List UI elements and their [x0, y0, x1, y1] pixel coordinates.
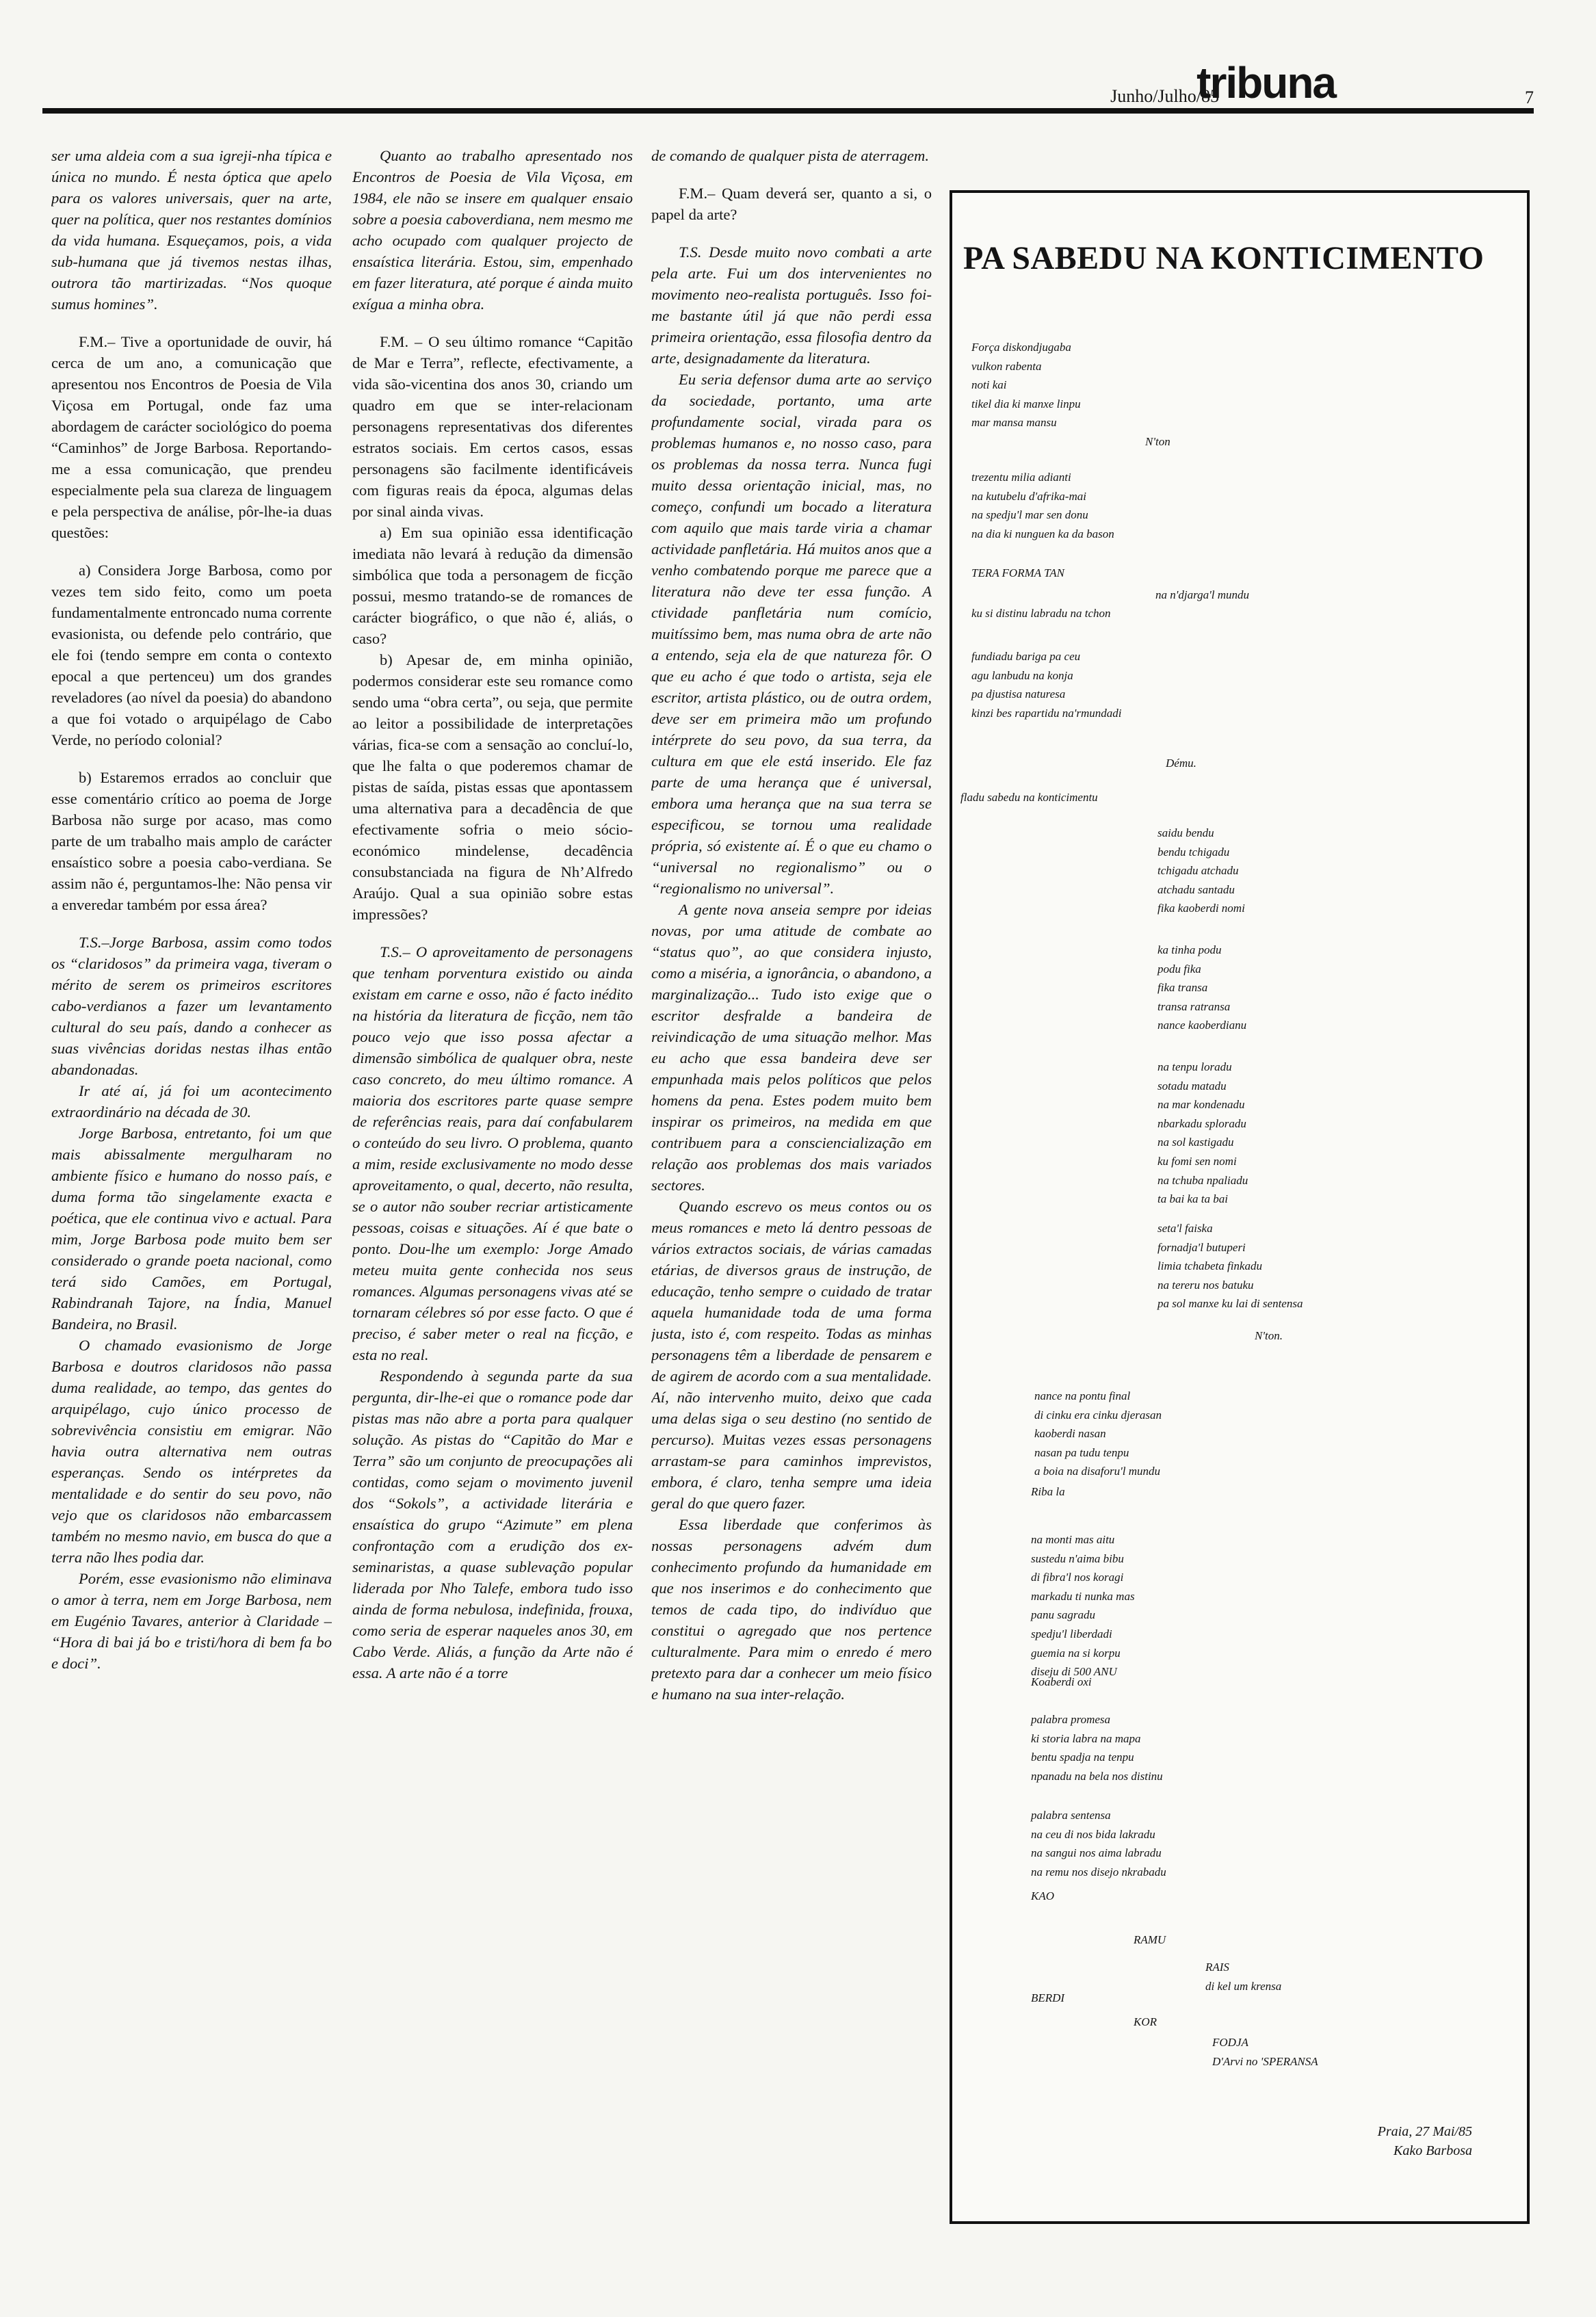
- poem-line: fika transa: [1157, 981, 1208, 995]
- poem-line: na tereru nos batuku: [1157, 1278, 1254, 1292]
- article-paragraph: Quando escrevo os meus contos ou os meus romances e meto lá dentro pessoas de vários extractos sociais, de várias camadas etárias, de diversos graus de instrução, de educação, tenho sempre o cuidado de tratar aquela humanidade toda de uma forma justa, isto é, com respeito. Todas as minhas personagens têm a liberdade de pensarem e de agirem de acordo com a sua mentalidade. Aí, não intervenho muito, deixo que cada uma delas siga o seu destino (no sentido de percurso). Muitas vezes essas personagens arrastam-se para caminhos imprevistos, embora, é claro, tenha sempre uma ideia geral do que quero fazer.: [651, 1198, 932, 1512]
- poem-line: na kutubelu d'afrika-mai: [971, 489, 1086, 503]
- poem-line: kaoberdi nasan: [1034, 1427, 1106, 1441]
- article-paragraph: O chamado evasionismo de Jorge Barbosa e doutros claridosos não passa duma realidade, ao tempo, das gentes do arquipélago, cujo único processo de sobrevivência consistiu em emigrar. Não havia outra alternativa nem outras esperanças. Sendo os intérpretes da mentalidade e do sentir do seu povo, não vejo que os claridosos não embarcassem também no mesmo navio, em busca do que a terra não lhes podia dar.: [51, 1337, 332, 1566]
- poem-stanza: [1205, 1958, 1281, 1995]
- poem-line: na tchuba npaliadu: [1157, 1173, 1248, 1187]
- poem-stanza: [1145, 432, 1170, 451]
- article-paragraph: Respondendo à segunda parte da sua pergunta, dir-lhe-ei que o romance pode dar pistas mas não abre a porta para qualquer solução. As pistas do “Capitão do Mar e Terra” são um conjunto de preocupações ali contidas, como sejam o movimento juvenil dos “Sokols”, a actividade literária e ensaística do grupo “Azimute” em plena confrontação com a erudição dos ex-seminaristas, a quase sublevação popular liderada por Nho Talefe, embora tudo isso ainda de forma nebulosa, indefinida, frouxa, como seria de esperar naqueles anos 30, em Cabo Verde. Aliás, a função da Arte não é essa. A arte não é a torre: [352, 1367, 633, 1681]
- poem-stanza: [971, 647, 1121, 722]
- poem-line: bendu tchigadu: [1157, 845, 1230, 859]
- masthead-logo: tribuna: [1196, 58, 1335, 107]
- poem-line: di cinku era cinku djerasan: [1034, 1408, 1162, 1422]
- poem-line: BERDI: [1031, 1991, 1065, 2004]
- poem-line: mar mansa mansu: [971, 416, 1057, 430]
- poem-line: TERA FORMA TAN: [971, 566, 1064, 579]
- poem-line: Dému.: [1166, 757, 1196, 770]
- poem-stanza: [1034, 1387, 1162, 1481]
- poem-stanza: [1157, 941, 1246, 1035]
- poem-line: Riba la: [1031, 1485, 1065, 1498]
- article-column-3: [651, 145, 932, 2225]
- poem-line: noti kai: [971, 378, 1007, 392]
- poem-line: fundiadu bariga pa ceu: [971, 650, 1081, 663]
- poem-line: diseju di 500 ANU: [1031, 1665, 1117, 1679]
- poem-stanza: [971, 338, 1081, 432]
- issue-date: Junho/Julho/85: [1110, 86, 1219, 106]
- poem-stanza: [960, 788, 1098, 807]
- poem-line: fika kaoberdi nomi: [1157, 902, 1245, 915]
- poem-line: na remu nos disejo nkrabadu: [1031, 1865, 1166, 1879]
- poem-line: na sangui nos aima labradu: [1031, 1846, 1162, 1860]
- poem-line: a boia na disaforu'l mundu: [1034, 1465, 1161, 1478]
- article-paragraph: T.S.–Jorge Barbosa, assim como todos os “claridosos” da primeira vaga, tiveram o mérito de serem os primeiros escritores cabo-verdianos a fazer um levantamento cultural do seu país, dando a conhecer as suas vivências doridas nestas ilhas então abandonadas.: [51, 934, 332, 1078]
- poem-line: KAO: [1031, 1889, 1054, 1902]
- article-paragraph: a) Em sua opinião essa identificação imediata não levará à redução da dimensão simbólica que toda a personagem de ficção possui, mesmo tratando-se de romances de carácter biográfico, o que não é, aliás, o caso?: [352, 524, 633, 647]
- article-paragraph: Ir até aí, já foi um acontecimento extraordinário na década de 30.: [51, 1082, 332, 1121]
- poem-title: PA SABEDU NA KONTICIMENTO: [963, 240, 1484, 276]
- article-paragraph: de comando de qualquer pista de aterragem.: [651, 147, 929, 164]
- poem-line: D'Arvi no 'SPERANSA: [1212, 2054, 1318, 2068]
- poem-line: spedju'l liberdadi: [1031, 1627, 1112, 1640]
- poem-stanza: [1031, 1710, 1163, 1785]
- poem-line: sotadu matadu: [1157, 1079, 1227, 1092]
- poem-line: na ceu di nos bida lakradu: [1031, 1827, 1155, 1841]
- article-paragraph: b) Estaremos errados ao concluir que esse comentário crítico ao poema de Jorge Barbosa não surge por acaso, mas como parte de um trabalho mais amplo de carácter ensaístico sobre a poesia cabo-verdiana. Se assim não é, perguntamos-lhe: Não pensa vir a enveredar também por essa área?: [51, 769, 332, 913]
- article-paragraph: A gente nova anseia sempre por ideias novas, por uma atitude de combate ao “status quo”, ao que considera injusto, como a miséria, a ignorância, o abandono, a marginalização... Tudo isto exige que o escritor desfralde a bandeira de reivindicação de uma situação melhor. Mas eu acho que essa bandeira deve ser empunhada mais pelos políticos que pelos homens da pena. Estes podem muito bem inspirar os primeiros, na medida em que contribuem para a consciencialização em relação aos problemas dos mais variados sectores.: [651, 901, 932, 1194]
- article-paragraph: T.S.– O aproveitamento de personagens que tenham porventura existido ou ainda existam em carne e osso, não é facto inédito na história da literatura de ficção, nem tão pouco vejo que isso possa afectar a dimensão simbólica de qualquer obra, neste caso concreto, do meu último romance. A maioria dos escritores parte quase sempre de referências reais, para daí confabularem o conteúdo do seu livro. O problema, quanto a mim, reside exclusivamente no modo desse aproveitamento, o qual, decerto, não resulta, se o autor não souber recriar artisticamente pessoas, coisas e situações. Aí é que bate o ponto. Dou-lhe um exemplo: Jorge Amado meteu muita gente conhecida nos seus romances. Algumas personagens vivas até se tornaram célebres só por esse facto. O que é preciso, é saber meter o real na ficção, e esta no real.: [352, 943, 633, 1363]
- poem-line: nasan pa tudu tenpu: [1034, 1445, 1129, 1459]
- poem-line: transa ratransa: [1157, 999, 1231, 1013]
- page-header: [42, 53, 1534, 108]
- poem-line: agu lanbudu na konja: [971, 668, 1073, 682]
- poem-line: npanadu na bela nos distinu: [1031, 1769, 1163, 1783]
- poem-line: pa sol manxe ku lai di sentensa: [1157, 1297, 1303, 1311]
- poem-line: na tenpu loradu: [1157, 1060, 1232, 1073]
- poem-stanza: [971, 604, 1111, 623]
- poem-line: di kel um krensa: [1205, 1979, 1282, 1993]
- poem-stanza: [1157, 1219, 1303, 1313]
- poem-stanza: [1212, 2033, 1318, 2071]
- poem-line: guemia na si korpu: [1031, 1646, 1121, 1660]
- article-paragraph: Eu seria defensor duma arte ao serviço da sociedade, portanto, uma arte profundamente social, virada para os problemas humanos e, no nosso caso, para os problemas da nossa terra. Nunca fugi muito dessa orientação inicial, mas, no começo, confundi um bocado a literatura com aquilo que mais tarde viria a chamar actividade panfletária. Há muitos anos que a venho combatendo porque me parece que a literatura não deve ter essa função. A ctividade panfletária num comício, muitíssimo bem, mas numa obra de arte não a entendo, seja ela de que natureza fôr. O que eu acho é que todo o artista, seja ele escritor, artista plástico, ou de outra ordem, deve ser em primeira mão um profundo intérprete do seu povo, da sua terra, da cultura em que ele está inserido. Ele faz parte de uma herança que é universal, embora uma herança que na sua terra se especificou, se tornou uma realidade própria, só existente aí. É o que eu chamo o “universal no regionalismo” ou o “regionalismo no universal”.: [651, 371, 932, 897]
- poem-stanza: [1157, 824, 1245, 918]
- poem-line: limia tchabeta finkadu: [1157, 1259, 1262, 1273]
- article-paragraph: Quanto ao trabalho apresentado nos Encontros de Poesia de Vila Viçosa, em 1984, ele não se insere em qualquer ensaio sobre a poesia caboverdiana, nem mesmo me acho ocupado com qualquer projecto de ensaística literária. Estou, sim, empenhado em fazer literatura, até porque é ainda muito exígua a minha obra.: [352, 147, 633, 313]
- poem-stanza: [1031, 1530, 1135, 1681]
- poem-line: na spedju'l mar sen donu: [971, 508, 1088, 522]
- poem-stanza: [1134, 2013, 1157, 2032]
- poem-line: nbarkadu sploradu: [1157, 1116, 1246, 1130]
- poem-line: palabra sentensa: [1031, 1809, 1111, 1822]
- poem-line: ku fomi sen nomi: [1157, 1154, 1237, 1168]
- poem-box: [950, 190, 1530, 2224]
- poem-line: seta'l faiska: [1157, 1222, 1213, 1235]
- poem-line: na mar kondenadu: [1157, 1098, 1245, 1112]
- poem-line: atchadu santadu: [1157, 882, 1235, 896]
- poem-line: KOR: [1134, 2015, 1157, 2028]
- poem-line: di fibra'l nos koragi: [1031, 1571, 1124, 1584]
- poem-line: kinzi bes rapartidu na'rmundadi: [971, 706, 1122, 720]
- poem-date: Praia, 27 Mai/85: [1377, 2124, 1472, 2139]
- poem-line: FODJA: [1212, 2036, 1248, 2049]
- poem-line: na monti mas aitu: [1031, 1533, 1115, 1546]
- poem-line: podu fika: [1157, 962, 1201, 976]
- poem-stanza: [971, 468, 1114, 543]
- poem-line: nance kaoberdianu: [1157, 1019, 1247, 1032]
- article-paragraph: F.M.– Tive a oportunidade de ouvir, há cerca de um ano, a comunicação que apresentou nos Encontros de Poesia de Vila Viçosa em Portugal, onde faz uma abordagem de carácter sociológico do poema “Caminhos” de Jorge Barbosa. Reportando-me a essa comunicação, que prendeu especialmente pela sua clareza de linguagem e pela perspectiva de análise, pôr-lhe-ia duas questões:: [51, 333, 332, 541]
- poem-line: Koaberdi oxi: [1031, 1675, 1092, 1688]
- poem-line: na n'djarga'l mundu: [1155, 588, 1249, 601]
- poem-line: na dia ki nunguen ka da bason: [971, 527, 1114, 540]
- poem-stanza: [1255, 1326, 1283, 1346]
- poem-stanza: [1157, 1058, 1248, 1209]
- article-column-2: [352, 145, 633, 2225]
- poem-line: N'ton.: [1255, 1329, 1283, 1342]
- poem-line: ka tinha podu: [1157, 943, 1222, 956]
- poem-stanza: [1031, 1887, 1054, 1906]
- article-paragraph: T.S. Desde muito novo combati a arte pela arte. Fui um dos intervenientes no movimento neo-realista português. Isso foi-me bastante útil já que não perdi essa primeira orientação, essa filosofia dentro da arte, designadamente da literatura.: [651, 244, 932, 367]
- poem-line: pa djustisa naturesa: [971, 688, 1066, 701]
- poem-stanza: [1166, 754, 1196, 773]
- poem-line: nance na pontu final: [1034, 1389, 1131, 1402]
- poem-author: Kako Barbosa: [1394, 2143, 1472, 2158]
- poem-stanza: [971, 564, 1064, 583]
- poem-line: N'ton: [1145, 435, 1170, 448]
- poem-line: tchigadu atchadu: [1157, 864, 1239, 878]
- poem-line: RAMU: [1134, 1933, 1166, 1946]
- article-paragraph: a) Considera Jorge Barbosa, como por vezes tem sido feito, como um poeta fundamentalmente entroncado numa corrente evasionista, ou defende pelo contrário, que ele foi (tendo sempre em conta o contexto epocal a que pertenceu) um dos grandes reveladores (ao nível da poesia) do abandono a que foi votado o arquipélago de Cabo Verde, no período colonial?: [51, 562, 332, 748]
- poem-line: palabra promesa: [1031, 1713, 1111, 1726]
- article-paragraph: Essa liberdade que conferimos às nossas personagens advém dum conhecimento profundo da humanidade em que nos inserimos e do conhecimento que temos de cada tipo, do indivíduo que constitui o agregado que nos pertence culturalmente. Para mim o enredo é mero pretexto para dar a conhecer um meio físico e humano na sua inter-relação.: [651, 1516, 932, 1703]
- poem-line: vulkon rabenta: [971, 359, 1042, 373]
- article-paragraph: Porém, esse evasionismo não eliminava o amor à terra, nem em Jorge Barbosa, nem em Eugénio Tavares, anterior à Claridade – “Hora di bai já bo e tristi/hora di bem fa bo e doci”.: [51, 1570, 332, 1672]
- poem-line: panu sagradu: [1031, 1608, 1095, 1622]
- poem-line: bentu spadja na tenpu: [1031, 1751, 1134, 1764]
- article-paragraph: ser uma aldeia com a sua igreji-nha típica e única no mundo. É nesta óptica que apelo para os valores universais, quer na arte, quer na política, quer nos restantes domínios da vida humana. Esqueçamos, pois, a vida sub-humana que já tivemos nestas ilhas, outrora tão martirizadas. “Nos quoque sumus homines”.: [51, 147, 332, 313]
- article-paragraph: F.M.– Quam deverá ser, quanto a si, o papel da arte?: [651, 185, 932, 223]
- poem-line: fladu sabedu na konticimentu: [960, 791, 1098, 804]
- poem-line: saidu bendu: [1157, 826, 1214, 839]
- poem-line: tikel dia ki manxe linpu: [971, 397, 1081, 410]
- poem-stanza: [1031, 1673, 1092, 1692]
- poem-line: Força diskondjugaba: [971, 341, 1071, 354]
- article-paragraph: Jorge Barbosa, entretanto, foi um que mais abissalmente mergulharam no ambiente físico e humano do nosso país, e duma forma tão singelamente exacta e poética, que ele continua vivo e actual. Para mim, Jorge Barbosa pode muito bem ser considerado o grande poeta nacional, como terá sido Camões, em Portugal, Rabindranah Tajore, na Índia, Manuel Bandeira, no Brasil.: [51, 1125, 332, 1333]
- poem-line: sustedu n'aima bibu: [1031, 1552, 1124, 1565]
- poem-stanza: [1031, 1989, 1064, 2008]
- article-paragraph: b) Apesar de, em minha opinião, podermos considerar este seu romance como sendo uma “obra certa”, ou seja, que permite ao leitor a possibilidade de interpretações várias, fica-se com a sensação ao concluí-lo, que lhe falta o que poderemos chamar de pistas de saída, pistas essas que apontassem uma alternativa para a decadência de que efectivamente sofria o meio sócio-económico mindelense, decadência consubstanciada na figura de Nh’Alfredo Araújo. Qual a sua opinião sobre estas impressões?: [352, 651, 633, 923]
- page-number: 7: [1525, 88, 1534, 107]
- poem-line: RAIS: [1205, 1961, 1229, 1974]
- poem-line: ki storia labra na mapa: [1031, 1731, 1141, 1745]
- poem-line: na sol kastigadu: [1157, 1136, 1234, 1149]
- header-rule: [42, 108, 1534, 114]
- poem-line: trezentu milia adianti: [971, 471, 1071, 484]
- article-column-1: [51, 145, 332, 2225]
- poem-line: fornadja'l butuperi: [1157, 1240, 1246, 1254]
- poem-stanza: [1155, 586, 1249, 605]
- poem-signature: [1378, 2122, 1472, 2160]
- poem-line: ku si distinu labradu na tchon: [971, 607, 1111, 620]
- poem-stanza: [1031, 1806, 1166, 1881]
- poem-stanza: [1031, 1482, 1065, 1502]
- article-paragraph: F.M. – O seu último romance “Capitão de Mar e Terra”, reflecte, efectivamente, a vida são-vicentina dos anos 30, criando um quadro em que se inter-relacionam personagens representativas dos diferentes estratos sociais. Em certos casos, essas personagens são facilmente identificáveis com figuras reais da época, algumas delas por sinal ainda vivas.: [352, 333, 633, 520]
- poem-line: ta bai ka ta bai: [1157, 1192, 1228, 1206]
- poem-stanza: [1134, 1930, 1166, 1950]
- poem-line: markadu ti nunka mas: [1031, 1589, 1135, 1603]
